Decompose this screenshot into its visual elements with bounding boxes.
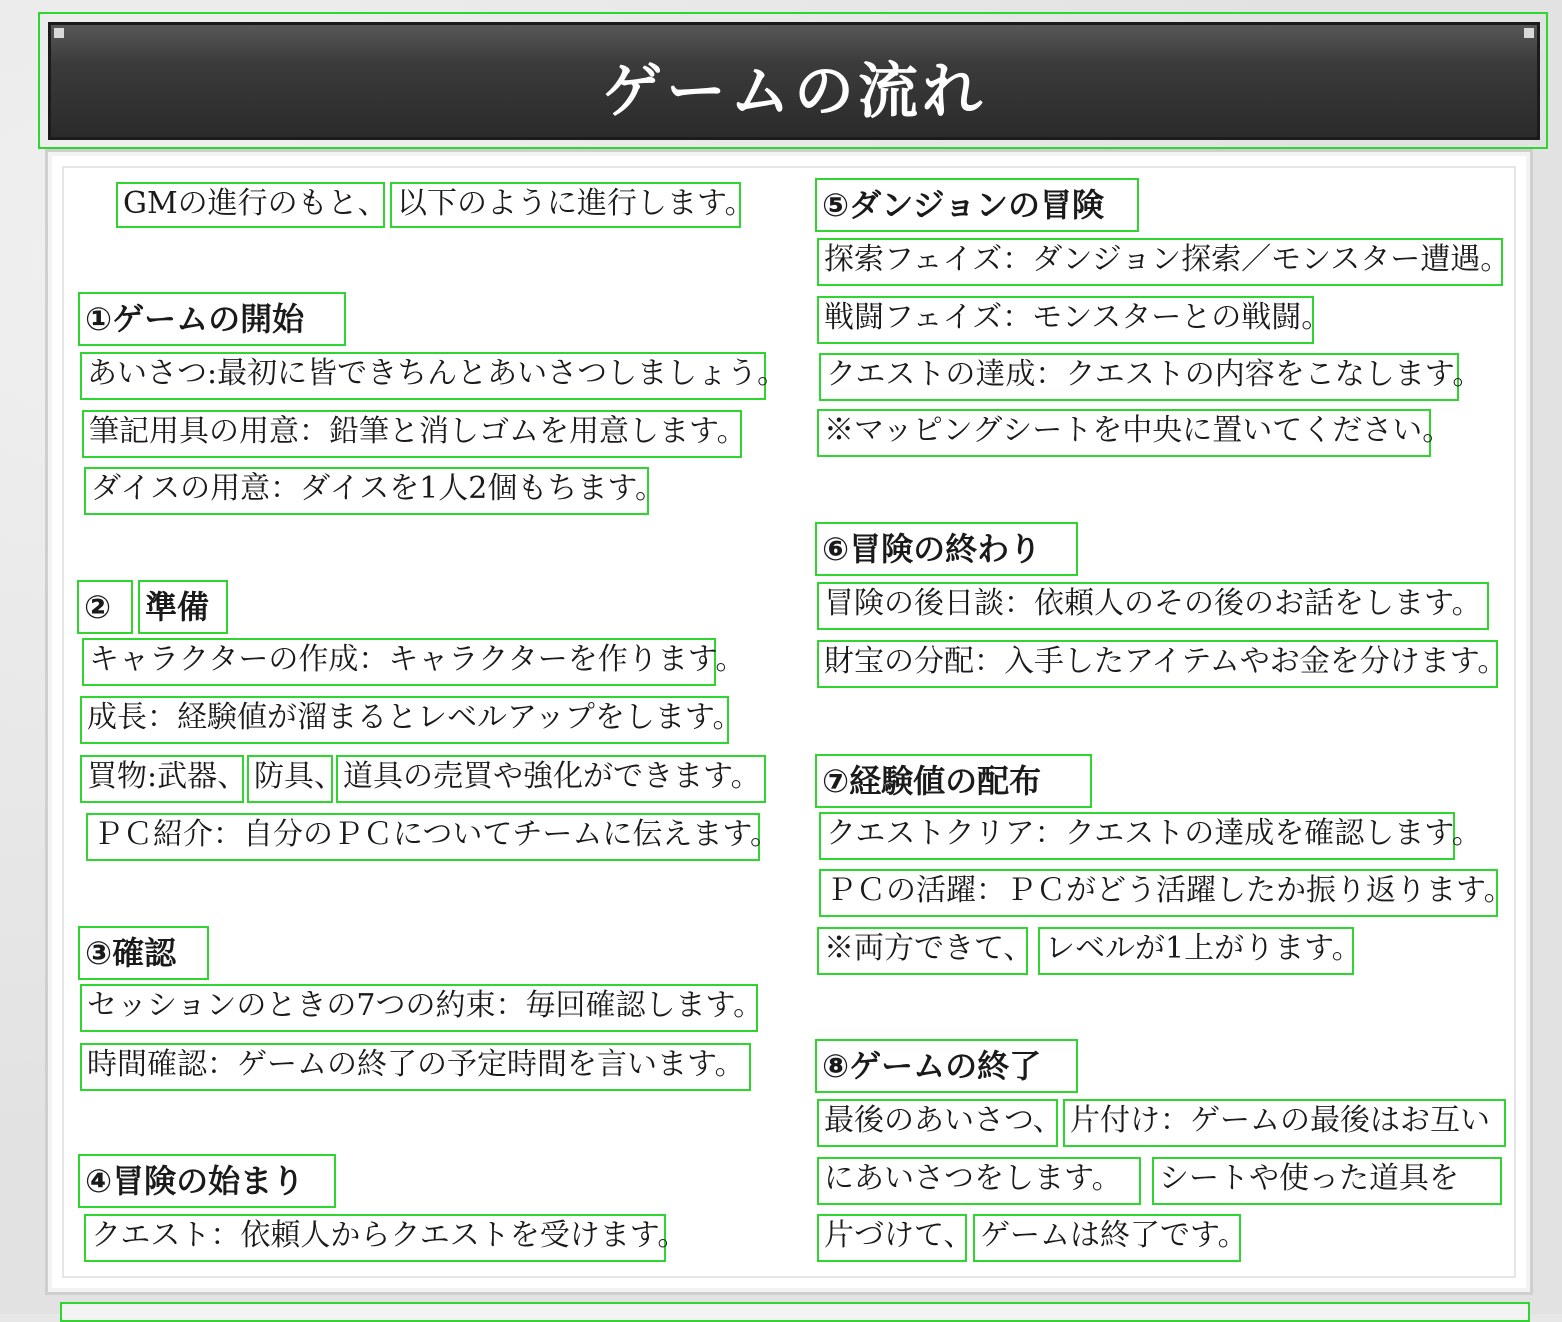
line-epilogue: 冒険の後日談：依頼人のその後のお話をします。 [817,582,1489,630]
line-greeting: あいさつ:最初に皆できちんとあいさつしましょう。 [80,352,766,400]
line-growth: 成長：経験値が溜まるとレベルアップをします。 [80,696,729,744]
line-explore-phase: 探索フェイズ：ダンジョン探索／モンスター遭遇。 [817,238,1503,286]
bottom-frame [60,1302,1530,1322]
heading-game-end: ⑧ゲームの終了 [815,1039,1078,1093]
heading-adventure-start: ④冒険の始まり [78,1154,336,1208]
line-treasure: 財宝の分配：入手したアイテムやお金を分けます。 [817,640,1498,688]
line-shopping-1: 買物:武器、 [80,755,244,803]
line-note-part-2: レベルが1上がります。 [1038,927,1354,975]
line-end-3a: 片づけて、 [817,1214,967,1262]
intro-part-1: GMの進行のもと、 [116,182,385,228]
heading-confirm: ③確認 [78,926,209,980]
line-shopping-2: 防具、 [247,755,333,803]
line-battle-phase: 戦闘フェイズ：モンスターとの戦闘。 [817,296,1314,344]
line-end-1a: 最後のあいさつ、 [817,1099,1058,1147]
line-end-3b: ゲームは終了です。 [973,1214,1241,1262]
line-pc-intro: ＰＣ紹介：自分のＰＣについてチームに伝えます。 [86,813,760,861]
page-title: ゲームの流れ [602,57,986,127]
line-mapping-sheet: ※マッピングシートを中央に置いてください。 [817,409,1431,457]
line-pc-activity: ＰＣの活躍：ＰＣがどう活躍したか振り返ります。 [819,869,1498,917]
heading-prep-number: ② [77,580,133,634]
line-end-1b: 片付け：ゲームの最後はお互い [1063,1099,1506,1147]
heading-exp-distribution: ⑦経験値の配布 [815,754,1092,808]
line-note-part-1: ※両方できて、 [817,927,1028,975]
heading-game-start: ①ゲームの開始 [78,292,346,346]
line-time-check: 時間確認：ゲームの終了の予定時間を言います。 [80,1043,751,1091]
line-writing-tools: 筆記用具の用意：鉛筆と消しゴムを用意します。 [82,410,742,458]
title-frame [38,12,1548,149]
line-quest-complete: クエストの達成：クエストの内容をこなします。 [819,353,1459,401]
line-character-creation: キャラクターの作成：キャラクターを作ります。 [82,638,716,686]
heading-prep: 準備 [138,580,228,634]
intro-part-2: 以下のように進行します。 [390,182,741,228]
line-end-2b: シートや使った道具を [1152,1157,1502,1205]
line-end-2a: にあいさつをします。 [817,1157,1141,1205]
heading-dungeon-adventure: ⑤ダンジョンの冒険 [815,178,1139,232]
heading-adventure-end: ⑥冒険の終わり [815,522,1078,576]
line-seven-promises: セッションのときの7つの約束：毎回確認します。 [80,984,758,1032]
line-shopping-3: 道具の売買や強化ができます。 [336,755,766,803]
line-quest: クエスト：依頼人からクエストを受けます。 [84,1214,666,1262]
line-quest-clear: クエストクリア：クエストの達成を確認します。 [819,812,1455,860]
line-dice: ダイスの用意：ダイスを1人2個もちます。 [84,467,649,515]
